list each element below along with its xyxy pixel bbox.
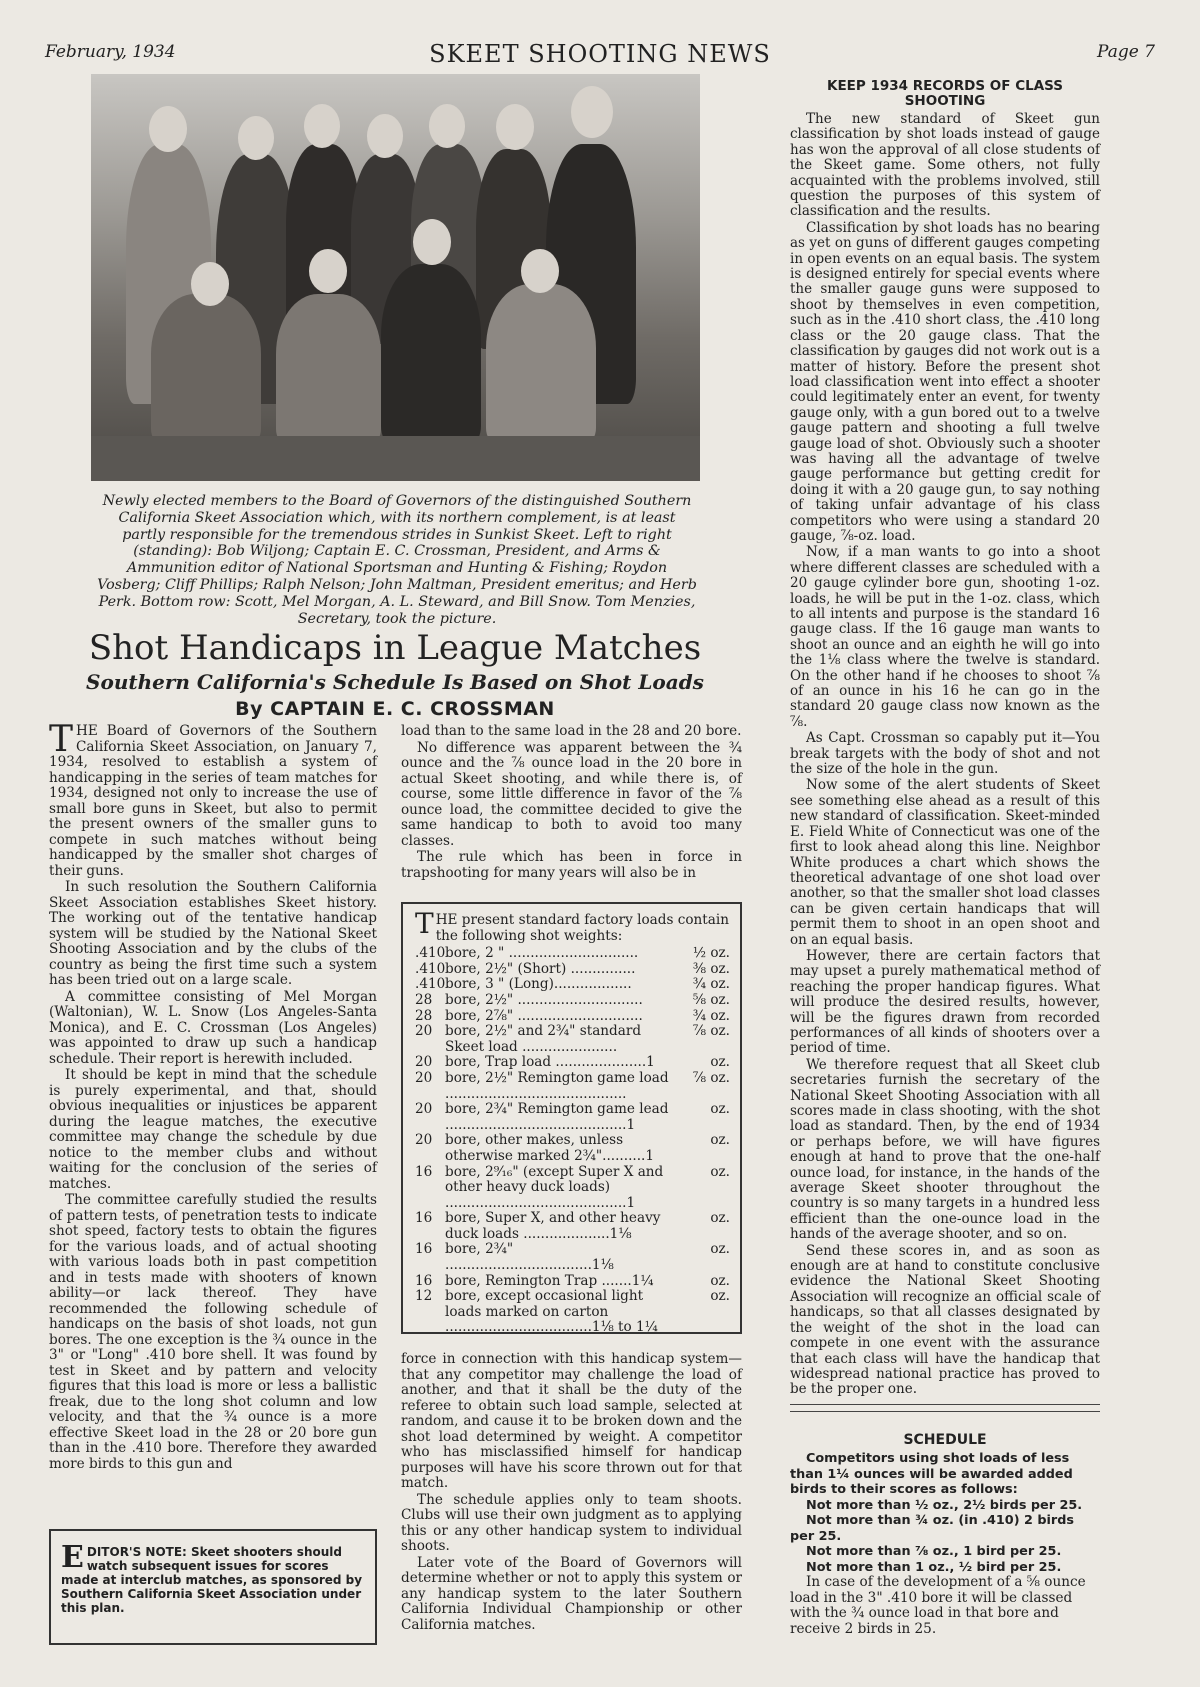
article-paragraph: load than to the same load in the 28 and 20 bore.: [401, 723, 742, 739]
load-gauge: 12: [415, 1288, 433, 1305]
section-divider: [790, 1404, 1100, 1412]
article-byline: By CAPTAIN E. C. CROSSMAN: [235, 698, 555, 720]
load-weight: oz.: [710, 1163, 730, 1180]
load-weight: oz.: [710, 1101, 730, 1118]
load-row: [415, 962, 730, 978]
schedule-line: Not more than 1 oz., ½ bird per 25.: [806, 1559, 1062, 1575]
load-row: [415, 1102, 730, 1133]
load-description: bore, 3 " (Long)..................: [445, 977, 632, 993]
schedule-title: SCHEDULE: [903, 1432, 987, 1448]
load-weight: oz.: [710, 1210, 730, 1227]
load-gauge: 16: [415, 1272, 433, 1289]
load-description: bore, other makes, unless otherwise marked 2¾"..........1: [445, 1133, 655, 1164]
load-row: [415, 946, 730, 962]
load-description: bore, 2¾" Remington game lead ..........................................1: [445, 1102, 669, 1133]
schedule-intro: Competitors using shot loads of less than 1¼ ounces will be awarded added birds to their scores as follows:: [790, 1451, 1073, 1497]
article-title: Shot Handicaps in League Matches: [88, 628, 702, 668]
article-paragraph: No difference was apparent between the ¾ ounce and the ⅞ ounce load in the 20 bore in actual Skeet shooting, and while there is, of course, some little difference in favor of the ⅞ ounce load, the committee decided to give the same handicap to both to avoid too many classes.: [401, 739, 742, 849]
article-column-1: [49, 719, 377, 1473]
editors-note-text: DITOR'S NOTE: Skeet shooters should watch subsequent issues for scores made at interclub matches, as sponsored by Southern California Skeet Association under this plan.: [61, 1545, 363, 1615]
load-weight: ⅝ oz.: [692, 991, 730, 1008]
load-weight: ¾ oz.: [692, 1007, 730, 1024]
drop-cap: T: [415, 907, 434, 940]
schedule-line: Not more than ⅞ oz., 1 bird per 25.: [806, 1544, 1062, 1559]
issue-date: February, 1934: [45, 42, 176, 62]
load-row: [415, 1055, 730, 1071]
load-gauge: 20: [415, 1101, 433, 1118]
article-paragraph: Now, if a man wants to go into a shoot where different classes are scheduled with a 20 gauge cylinder bore gun, shooting 1-oz. loads, he will be put in the 1-oz. class, which to all intents and purpose is the standard 16 gauge class. If the 16 gauge man wants to shoot an ounce and an eighth he will go into the 1⅛ class where the twelve is standard. On the other hand if he chooses to shoot ⅞ of an ounce in his 16 he can go in the standard 20 gauge class now known as the ⅞.: [790, 544, 1100, 730]
load-description: bore, except occasional light loads marked on carton ..................................1⅛ to 1¼: [445, 1289, 658, 1336]
photo-caption: Newly elected members to the Board of Governors of the distinguished Southern California Skeet Association which, with its northern complement, is at least partly responsible for the tremendous strides in Sunkist Skeet. Left to right (standing): Bob Wiljong; Captain E. C. Crossman, President, and Arms & Ammunition editor of National Sportsman and Hunting & Fishing; Roydon Vosberg; Cliff Phillips; Ralph Nelson; John Maltman, President emeritus; and Herb Perk. Bottom row: Scott, Mel Morgan, A. L. Steward, and Bill Snow. Tom Menzies, Secretary, took the picture.: [97, 493, 697, 627]
editors-note-box: [49, 1529, 377, 1645]
article-paragraph: The schedule applies only to team shoots. Clubs will use their own judgment as to applying this or any other handicap system to individual shoots.: [401, 1491, 742, 1554]
load-weight: ½ oz.: [692, 945, 730, 962]
article-paragraph: The committee carefully studied the results of pattern tests, of penetration tests to indicate shot speed, factory tests to obtain the figures for the various loads, and of actual shooting with various loads both in past competition and in tests made with shooters of known ability—or lack thereof. They have recommended the following schedule of handicaps on the basis of shot loads, not gun bores. The one exception is the ¾ ounce in the 3" or "Long" .410 bore shell. It was found by test in Skeet and by pattern and velocity figures that this load is more or less a ballistic freak, due to the long shot column and low velocity, and that the ¾ ounce is a more effective Skeet load in the 28 or 20 bore gun than in the .410 bore. Therefore they awarded more birds to this gun and: [49, 1192, 377, 1472]
article-paragraph: As Capt. Crossman so capably put it—You break targets with the body of shot and not the size of the hole in the gun.: [790, 730, 1100, 778]
article-paragraph: The new standard of Skeet gun classification by shot loads instead of gauge has won the approval of all close students of the Skeet game. Some others, not fully acquainted with the problems involved, still question the purposes of this system of classification and the results.: [790, 111, 1100, 220]
article-paragraph: Now some of the alert students of Skeet see something else ahead as a result of this new standard of classification. Skeet-minded E. Field White of Connecticut was one of the first to look ahead along this line. Neighbor White produces a chart which shows the theoretical advantage of one shot load over another, so that the smaller shot load classes can be given certain handicaps that will permit them to shoot in an open shoot and on an equal basis.: [790, 777, 1100, 948]
load-weight: oz.: [710, 1272, 730, 1289]
load-description: bore, 2 " ..............................: [445, 946, 639, 962]
load-description: bore, 2½" Remington game load ..........................................: [445, 1070, 669, 1102]
load-weight: oz.: [710, 1241, 730, 1258]
article-paragraph: A committee consisting of Mel Morgan (Waltonian), W. L. Snow (Los Angeles-Santa Monica), and E. C. Crossman (Los Angeles) was appointed to draw up such a handicap schedule. Their report is herewith included.: [49, 988, 377, 1067]
load-gauge: 16: [415, 1210, 433, 1227]
load-gauge: .410: [415, 960, 446, 977]
article-paragraph: However, there are certain factors that may upset a purely mathematical method of reaching the proper handicap figures. What will produce the desired results, however, will be the figures drawn from recorded performances of all kinds of shooters over a period of time.: [790, 947, 1100, 1057]
load-gauge: 20: [415, 1054, 433, 1071]
load-gauge: 28: [415, 991, 433, 1008]
load-description: bore, 2⁹⁄₁₆" (except Super X and other heavy duck loads) ..........................................1: [445, 1164, 664, 1211]
load-gauge: 28: [415, 1007, 433, 1024]
article-column-2-top: [401, 724, 742, 882]
group-photo: [91, 74, 700, 481]
load-row: [415, 1165, 730, 1212]
sidebar-article-title: KEEP 1934 RECORDS OF CLASS SHOOTING: [827, 78, 1063, 109]
load-weight: ¾ oz.: [692, 976, 730, 993]
publication-title: SKEET SHOOTING NEWS: [429, 40, 771, 68]
article-paragraph: In such resolution the Southern California Skeet Association establishes Skeet history. The working out of the tentative handicap system will be studied by the National Skeet Shooting Association and by the clubs of the country as being the first time such a system has been tried out on a large scale.: [49, 879, 377, 988]
load-gauge: .410: [415, 976, 446, 993]
load-row: [415, 1071, 730, 1102]
load-gauge: 16: [415, 1163, 433, 1180]
load-description: bore, 2½" and 2¾" standard Skeet load ......................: [445, 1024, 642, 1055]
load-row: [415, 993, 730, 1009]
load-row: [415, 1242, 730, 1273]
load-gauge: 16: [415, 1241, 433, 1258]
article-subtitle: Southern California's Schedule Is Based on Shot Loads: [86, 670, 704, 694]
drop-cap: T: [49, 719, 74, 760]
load-row: [415, 1274, 730, 1290]
article-column-2-bottom: [401, 1352, 742, 1634]
load-row: [415, 1289, 730, 1336]
load-description: bore, 2⅞" .............................: [445, 1008, 643, 1024]
load-weight: ⅞ oz.: [692, 1069, 730, 1086]
load-row: [415, 1024, 730, 1055]
schedule-line: Not more than ¾ oz. (in .410) 2 birds per 25.: [790, 1513, 1075, 1544]
load-description: bore, 2½" .............................: [445, 992, 643, 1008]
load-weight: oz.: [710, 1054, 730, 1071]
article-headline: [60, 628, 730, 720]
load-row: [415, 1211, 730, 1242]
article-paragraph: It should be kept in mind that the schedule is purely experimental, and that, should obvious inequalities or injustices be apparent during the league matches, the executive committee may change the schedule by due notice to the member clubs and without waiting for the conclusion of the series of matches.: [49, 1067, 377, 1192]
load-description: bore, 2½" (Short) ...............: [445, 961, 636, 977]
load-gauge: 20: [415, 1132, 433, 1149]
article-paragraph: force in connection with this handicap system—that any competitor may challenge the load of another, and that it shall be the duty of the referee to obtain such load sample, selected at random, and cause it to be broken down and the shot load determined by weight. A competitor who has misclassified himself for handicap purposes will have his score thrown out for that match.: [401, 1351, 742, 1491]
schedule-note: In case of the development of a ⅝ ounce load in the 3" .410 bore it will be classed with the ¾ ounce load in that bore and receive 2 birds in 25.: [790, 1574, 1086, 1637]
load-description: bore, Remington Trap .......1¼: [445, 1273, 654, 1289]
standard-loads-box: [401, 902, 742, 1334]
load-weight: oz.: [710, 1132, 730, 1149]
article-paragraph: THE Board of Governors of the Southern California Skeet Association, on January 7, 1934, resolved to establish a system of handicapping in the series of team matches for 1934, designed not only to increase the use of small bore guns in Skeet, but also to permit the present owners of the smaller guns to compete in such matches without being handicapped by the smaller shot charges of their guns.: [49, 719, 377, 879]
article-paragraph: Send these scores in, and as soon as enough are at hand to constitute conclusive evidence the National Skeet Shooting Association will recognize an official scale of handicaps, so that all classes designated by the weight of the shot in the load can compete in one event with the assurance that each class will have the handicap that widespread national practice has proved to be the proper one.: [790, 1242, 1100, 1398]
page-header: [45, 40, 1155, 70]
page-number: Page 7: [1097, 42, 1155, 62]
load-row: [415, 1009, 730, 1025]
article-paragraph: The rule which has been in force in trapshooting for many years will also be in: [401, 849, 742, 881]
load-gauge: 20: [415, 1069, 433, 1086]
drop-cap: E: [61, 1540, 84, 1575]
schedule-body: [790, 1451, 1100, 1637]
article-paragraph: We therefore request that all Skeet club secretaries furnish the secretary of the National Skeet Shooting Association with all scores made in class shooting, with the shot load as standard. Then, by the end of 1934 or perhaps before, we will have figures enough at hand to prove that the one-half ounce load, for instance, in the hands of the average Skeet shooter throughout the country is so many targets in a hundred less efficient than the one-ounce load in the hands of the average shooter, and so on.: [790, 1056, 1100, 1243]
article-paragraph: Later vote of the Board of Governors will determine whether or not to apply this system or any handicap system to the later Southern California Individual Championship or other California matches.: [401, 1554, 742, 1633]
load-weight: ⅜ oz.: [692, 960, 730, 977]
load-gauge: 20: [415, 1023, 433, 1040]
load-description: bore, 2¾" ..................................1⅛: [445, 1242, 614, 1274]
sidebar-article-body: [790, 112, 1100, 1399]
article-paragraph: Classification by shot loads has no bearing as yet on guns of different gauges competing in open events on an equal basis. The system is designed entirely for special events where the smaller gauge guns were supposed to shoot by themselves in even competition, such as in the .410 short class, the .410 long class or the 20 gauge class. That the classification by gauges did not work out is a matter of history. Before the present shot load classification went into effect a shooter could legitimately enter an event, for twenty gauge only, with a gun bored out to a twelve gauge pattern and shooting a full twelve gauge load of shot. Obviously such a shooter was having all the advantage of twelve gauge performance but getting credit for doing it with a 20 gauge gun, to say nothing of taking unfair advantage of his class competitors who were using a standard 20 gauge, ⅞-oz. load.: [790, 219, 1100, 544]
schedule-line: Not more than ½ oz., 2½ birds per 25.: [806, 1497, 1083, 1513]
load-description: bore, Trap load .....................1: [445, 1055, 655, 1071]
load-weight: oz.: [710, 1288, 730, 1305]
load-description: bore, Super X, and other heavy duck loads ....................1⅛: [445, 1211, 661, 1242]
load-weight: ⅞ oz.: [692, 1023, 730, 1040]
load-row: [415, 1133, 730, 1164]
loads-intro: THE present standard factory loads contain the following shot weights:: [415, 907, 729, 944]
load-gauge: .410: [415, 945, 446, 962]
load-row: [415, 977, 730, 993]
